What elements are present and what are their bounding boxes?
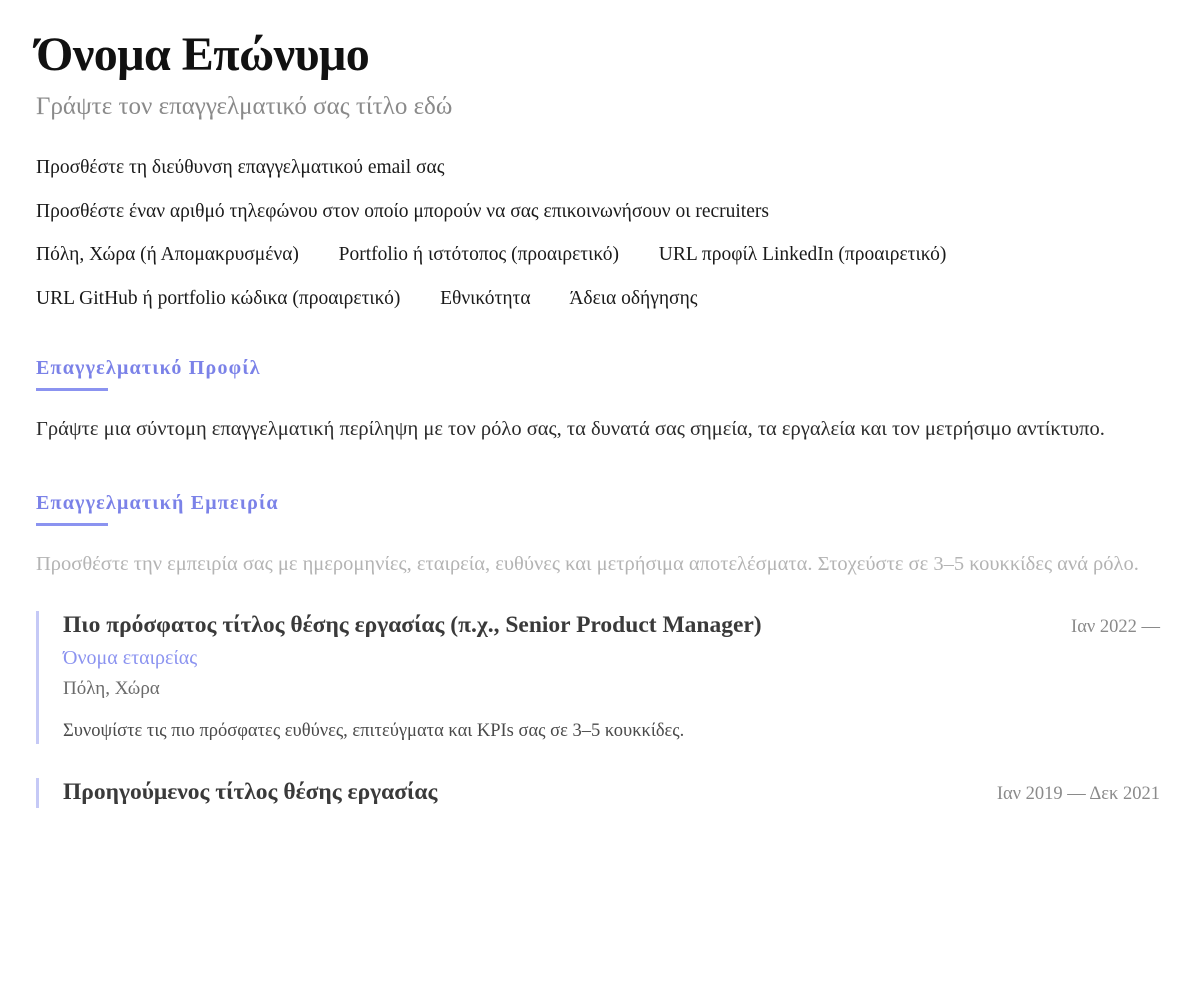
- experience-job-title: Προηγούμενος τίτλος θέσης εργασίας: [63, 779, 438, 806]
- contact-email-line: [36, 156, 1160, 180]
- experience-hint-text: Προσθέστε την εμπειρία σας με ημερομηνίες, εταιρεία, ευθύνες και μετρήσιμα αποτελέσματα. Στοχεύστε σε 3–5 κουκκίδες ανά ρόλο.: [36, 553, 1139, 576]
- section-professional-profile: [36, 357, 1160, 446]
- experience-entry-header: [63, 778, 1160, 807]
- section-professional-experience: [36, 492, 1160, 808]
- contact-links-line-1: [36, 243, 1160, 267]
- experience-company: Όνομα εταιρείας: [63, 646, 198, 669]
- contact-driving-license: Άδεια οδήγησης: [569, 287, 698, 309]
- experience-dates: Ιαν 2022 —: [1071, 617, 1160, 638]
- contact-nationality: Εθνικότητα: [440, 287, 531, 309]
- contact-github: URL GitHub ή portfolio κώδικα (προαιρετικό): [36, 287, 401, 309]
- contact-links-line-2: [36, 287, 1160, 311]
- contact-phone: Προσθέστε έναν αριθμό τηλεφώνου στον οποίο μπορούν να σας επικοινωνήσουν οι recruiters: [36, 200, 769, 222]
- experience-dates: Ιαν 2019 — Δεκ 2021: [996, 784, 1160, 805]
- contact-email: Προσθέστε τη διεύθυνση επαγγελματικού email σας: [36, 157, 445, 179]
- section-divider: [36, 523, 108, 526]
- experience-description: Συνοψίστε τις πιο πρόσφατες ευθύνες, επιτεύγματα και KPIs σας σε 3–5 κουκκίδες.: [63, 720, 685, 741]
- experience-job-title: Πιο πρόσφατος τίτλος θέσης εργασίας (π.χ., Senior Product Manager): [63, 612, 762, 639]
- page-title: Όνομα Επώνυμο: [36, 28, 370, 81]
- experience-location: Πόλη, Χώρα: [63, 677, 160, 699]
- experience-entry: [36, 778, 1160, 807]
- section-divider: [36, 388, 108, 391]
- contact-phone-line: [36, 200, 1160, 224]
- profile-summary-text: Γράψτε μια σύντομη επαγγελματική περίληψη με τον ρόλο σας, τα δυνατά σας σημεία, τα εργαλεία και τον μετρήσιμο αντίκτυπο.: [36, 417, 1105, 440]
- professional-headline: Γράψτε τον επαγγελματικό σας τίτλο εδώ: [36, 93, 453, 121]
- contact-linkedin: URL προφίλ LinkedIn (προαιρετικό): [658, 244, 947, 266]
- experience-entry: [36, 611, 1160, 744]
- contact-location: Πόλη, Χώρα (ή Απομακρυσμένα): [36, 244, 299, 266]
- experience-entry-header: [63, 611, 1160, 640]
- contact-portfolio: Portfolio ή ιστότοπος (προαιρετικό): [338, 244, 620, 266]
- section-title-experience: Επαγγελματική Εμπειρία: [36, 492, 279, 515]
- section-title-profile: Επαγγελματικό Προφίλ: [36, 356, 261, 379]
